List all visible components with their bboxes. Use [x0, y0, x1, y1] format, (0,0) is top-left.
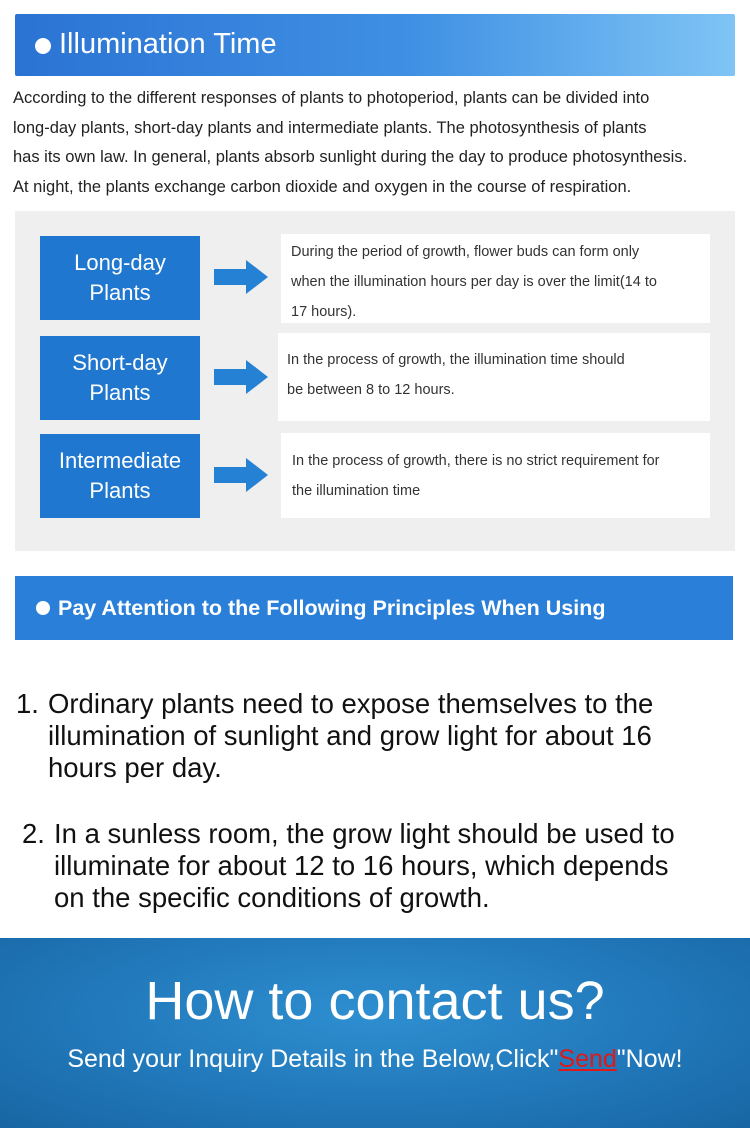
subtext-after: "Now! [616, 1045, 683, 1073]
principle-line: on the specific conditions of growth. [54, 882, 490, 913]
bullet-dot-icon [36, 601, 50, 615]
principle-line: hours per day. [48, 752, 222, 783]
principles-header [15, 576, 733, 640]
section-title: Illumination Time [59, 28, 277, 60]
principle-number: 1. [16, 688, 39, 719]
principle-line: illuminate for about 12 to 16 hours, which depends [54, 850, 669, 881]
label-line: Intermediate [58, 448, 182, 473]
principle-number: 2. [22, 818, 45, 849]
long-day-plants-label [40, 236, 200, 320]
desc-line: During the period of growth, flower buds can form only [291, 244, 640, 260]
intro-paragraph [13, 84, 750, 203]
desc-line: the illumination time [292, 483, 421, 499]
desc-line: 17 hours). [291, 304, 357, 320]
send-link[interactable]: Send [558, 1045, 617, 1073]
intro-line: At night, the plants exchange carbon dioxide and oxygen in the course of respiration. [13, 178, 632, 197]
label-line: Long-day [74, 250, 166, 275]
bullet-dot-icon [35, 38, 51, 54]
intro-line: According to the different responses of plants to photoperiod, plants can be divided into [13, 89, 650, 107]
intro-line: long-day plants, short-day plants and intermediate plants. The photosynthesis of plants [13, 118, 647, 137]
desc-line: In the process of growth, the illumination time should [287, 352, 625, 368]
desc-line: be between 8 to 12 hours. [287, 382, 455, 398]
section-title: Pay Attention to the Following Principles When Using [58, 596, 606, 620]
short-day-description [278, 333, 710, 421]
label-line: Short-day [72, 350, 168, 375]
principle-line: In a sunless room, the grow light should be used to [54, 818, 675, 849]
label-line: Plants [89, 478, 151, 503]
short-day-plants-label [40, 336, 200, 420]
contact-heading: How to contact us? [145, 971, 605, 1031]
intermediate-plants-label [40, 434, 200, 518]
intro-line: has its own law. In general, plants absorb sunlight during the day to produce photosynthesis. [13, 148, 688, 167]
plant-types-panel [15, 211, 735, 551]
principle-item-1 [16, 688, 736, 784]
right-arrow-icon [212, 257, 272, 297]
right-arrow-icon [212, 357, 272, 397]
label-line: Plants [89, 380, 151, 405]
desc-line: In the process of growth, there is no strict requirement for [292, 453, 660, 469]
desc-line: when the illumination hours per day is over the limit(14 to [291, 274, 657, 290]
subtext-before: Send your Inquiry Details in the Below,Click" [67, 1045, 559, 1073]
long-day-description [281, 234, 710, 323]
illumination-time-header [15, 14, 735, 76]
right-arrow-icon [212, 455, 272, 495]
label-line: Plants [89, 280, 151, 305]
contact-subtext [0, 1042, 750, 1076]
intermediate-description [281, 433, 710, 518]
principle-line: illumination of sunlight and grow light for about 16 [48, 720, 652, 751]
principle-line: Ordinary plants need to expose themselves to the [48, 688, 654, 719]
principle-item-2 [22, 818, 742, 914]
contact-banner [0, 938, 750, 1128]
